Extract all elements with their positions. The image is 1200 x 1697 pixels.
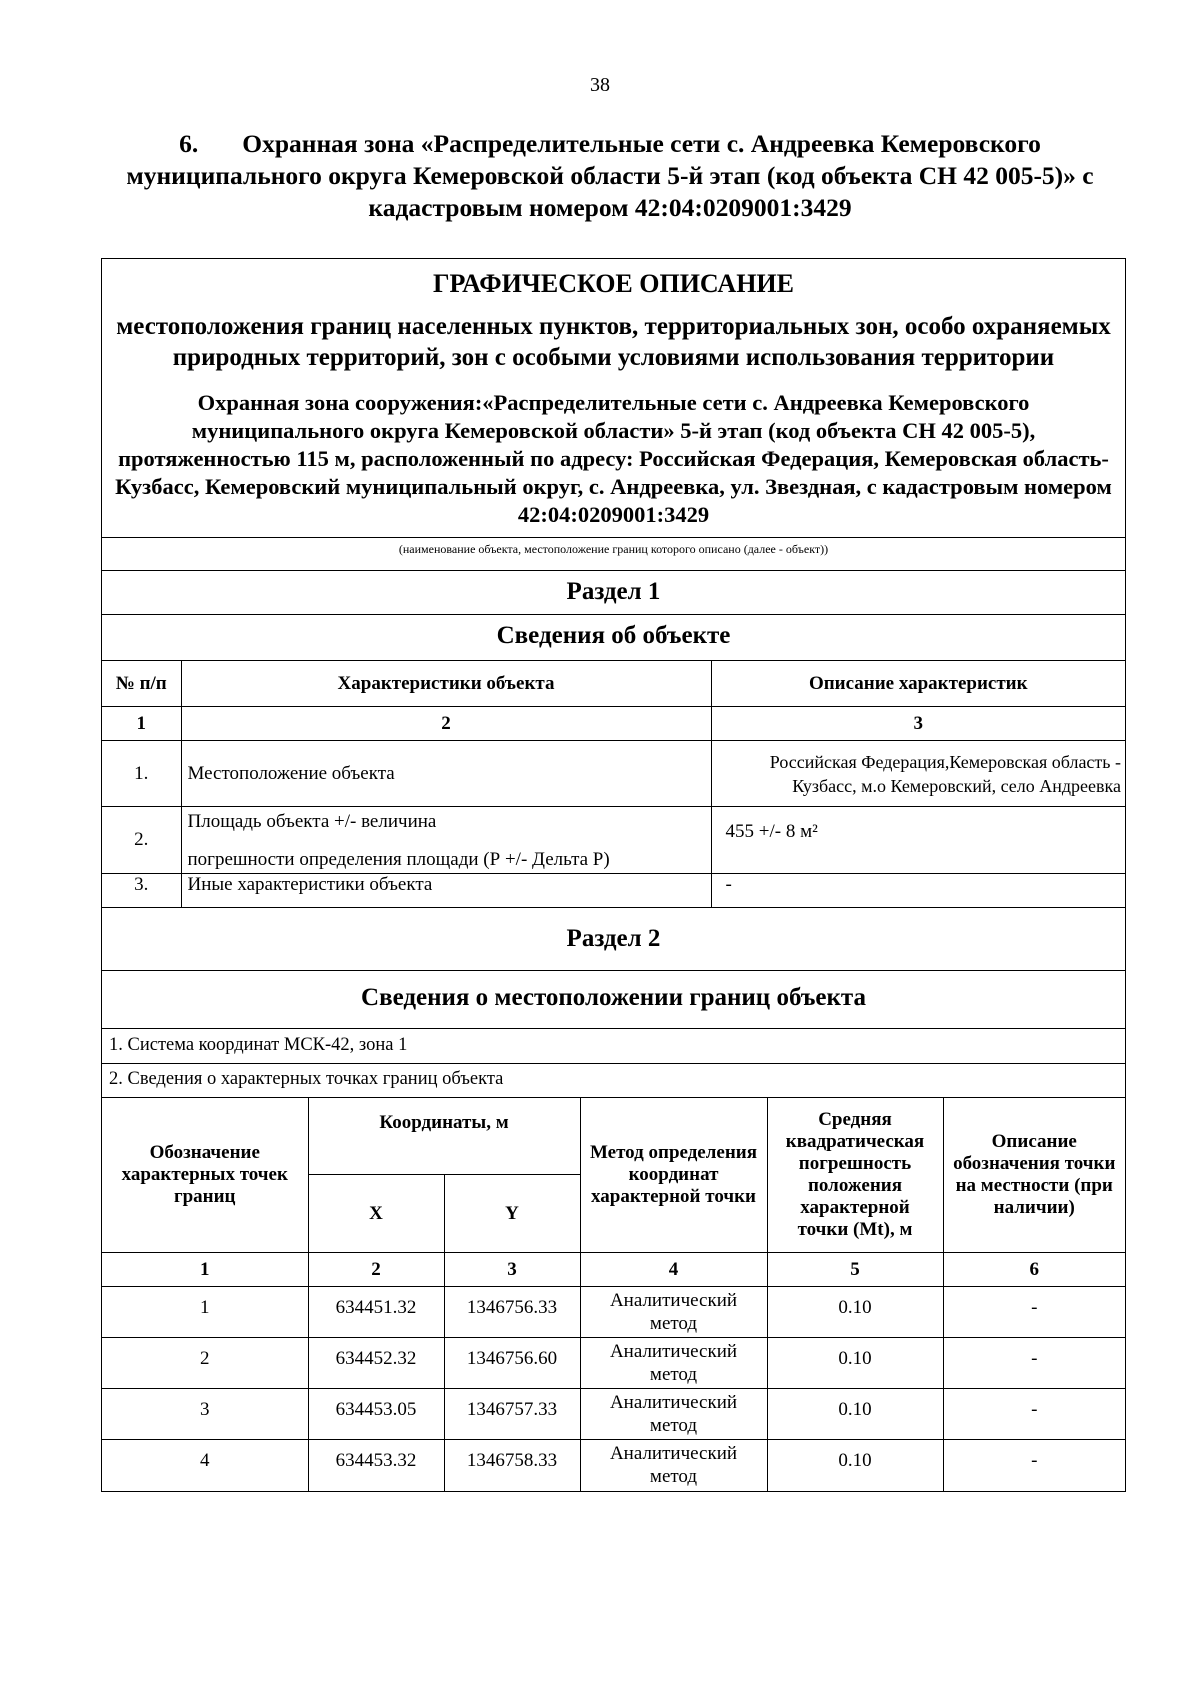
point-x: 634453.32 <box>308 1440 444 1491</box>
point-method: Аналитический метод <box>580 1389 767 1440</box>
col-header-description: Описание обозначения точки на местности (при наличии) <box>943 1098 1125 1253</box>
point-id: 1 <box>102 1287 308 1338</box>
index-cell: 1 <box>102 707 181 741</box>
point-mt: 0.10 <box>767 1389 943 1440</box>
point-mt: 0.10 <box>767 1338 943 1389</box>
points-caption: 2. Сведения о характерных точках границ объекта <box>102 1063 1125 1097</box>
graphic-description-form <box>101 258 1126 1492</box>
point-y: 1346756.60 <box>444 1338 580 1389</box>
section2-title: Сведения о местоположении границ объекта <box>102 970 1125 1028</box>
table-row <box>102 1389 1125 1440</box>
index-cell: 1 <box>102 1253 308 1287</box>
index-row <box>102 1253 1125 1287</box>
index-cell: 5 <box>767 1253 943 1287</box>
coord-system: 1. Система координат МСК-42, зона 1 <box>102 1028 1125 1063</box>
row-char-line2: погрешности определения площади (Р +/- Дельта Р) <box>187 849 610 870</box>
table-row <box>102 807 1125 874</box>
boundary-points-table <box>102 1097 1125 1491</box>
point-desc: - <box>943 1338 1125 1389</box>
col-header-coords: Координаты, м <box>308 1098 580 1175</box>
point-id: 2 <box>102 1338 308 1389</box>
form-subtitle: местоположения границ населенных пунктов, территориальных зон, особо охраняемых природных территорий, зон с особыми условиями использования территории <box>116 313 1111 371</box>
col-header-char: Характеристики объекта <box>181 661 711 707</box>
section2-label: Раздел 2 <box>566 925 661 952</box>
row-char: Иные характеристики объекта <box>181 874 711 908</box>
point-y: 1346758.33 <box>444 1440 580 1491</box>
table-row <box>102 1440 1125 1491</box>
col-header-error: Средняя квадратическая погрешность положения характерной точки (Mt), м <box>767 1098 943 1253</box>
point-y: 1346757.33 <box>444 1389 580 1440</box>
point-y: 1346756.33 <box>444 1287 580 1338</box>
point-method: Аналитический метод <box>580 1440 767 1491</box>
point-x: 634452.32 <box>308 1338 444 1389</box>
row-char: Местоположение объекта <box>181 741 711 807</box>
row-desc: - <box>711 874 1125 908</box>
title-block <box>102 259 1125 537</box>
row-num: 2. <box>102 807 181 874</box>
table-row <box>102 1338 1125 1389</box>
index-cell: 4 <box>580 1253 767 1287</box>
index-cell: 3 <box>444 1253 580 1287</box>
index-cell: 3 <box>711 707 1125 741</box>
object-info-table <box>102 660 1125 908</box>
index-cell: 2 <box>181 707 711 741</box>
point-x: 634453.05 <box>308 1389 444 1440</box>
section1-label: Раздел 1 <box>102 570 1125 614</box>
col-header-desc: Описание характеристик <box>711 661 1125 707</box>
form-title: ГРАФИЧЕСКОЕ ОПИСАНИЕ <box>433 269 794 298</box>
point-mt: 0.10 <box>767 1440 943 1491</box>
row-num: 1. <box>102 741 181 807</box>
heading-number: 6. <box>179 129 199 158</box>
index-cell: 2 <box>308 1253 444 1287</box>
row-desc: Российская Федерация,Кемеровская область - Кузбасс, м.о Кемеровский, село Андреевка <box>711 741 1125 807</box>
col-header-method: Метод определения координат характерной точки <box>580 1098 767 1253</box>
point-method: Аналитический метод <box>580 1287 767 1338</box>
point-method: Аналитический метод <box>580 1338 767 1389</box>
col-header-num: № п/п <box>102 661 181 707</box>
col-header-designation: Обозначение характерных точек границ <box>102 1098 308 1253</box>
page-number: 38 <box>590 74 610 96</box>
heading-text: Охранная зона «Распределительные сети с. Андреевка Кемеровского муниципального округа Кемеровской области 5-й этап (код объекта СН 42 005-5)» с кадастровым номером 42:04:0209001:3429 <box>126 129 1094 222</box>
col-header-y: Y <box>444 1175 580 1253</box>
row-desc: 455 +/- 8 м² <box>711 807 1125 874</box>
object-description: Охранная зона сооружения:«Распределительные сети с. Андреевка Кемеровского муниципального округа Кемеровской области» 5-й этап (код объекта СН 42 005-5), протяженностью 115 м, расположенный по адресу: Российская Федерация, Кемеровская область-Кузбасс, Кемеровский муниципальный округ, с. Андреевка, ул. Звездная, с кадастровым номером 42:04:0209001:3429 <box>115 390 1112 527</box>
row-num: 3. <box>102 874 181 908</box>
index-cell: 6 <box>943 1253 1125 1287</box>
point-x: 634451.32 <box>308 1287 444 1338</box>
index-row <box>102 707 1125 741</box>
point-id: 3 <box>102 1389 308 1440</box>
table-row <box>102 874 1125 908</box>
table-row <box>102 1287 1125 1338</box>
point-desc: - <box>943 1389 1125 1440</box>
col-header-x: X <box>308 1175 444 1253</box>
object-note: (наименование объекта, местоположение границ которого описано (далее - объект)) <box>102 537 1125 570</box>
section1-title: Сведения об объекте <box>102 614 1125 660</box>
table-row <box>102 741 1125 807</box>
document-heading <box>100 128 1120 224</box>
row-char-line1: Площадь объекта +/- величина <box>187 811 437 832</box>
point-desc: - <box>943 1440 1125 1491</box>
row-char <box>181 807 711 874</box>
point-desc: - <box>943 1287 1125 1338</box>
point-id: 4 <box>102 1440 308 1491</box>
point-mt: 0.10 <box>767 1287 943 1338</box>
